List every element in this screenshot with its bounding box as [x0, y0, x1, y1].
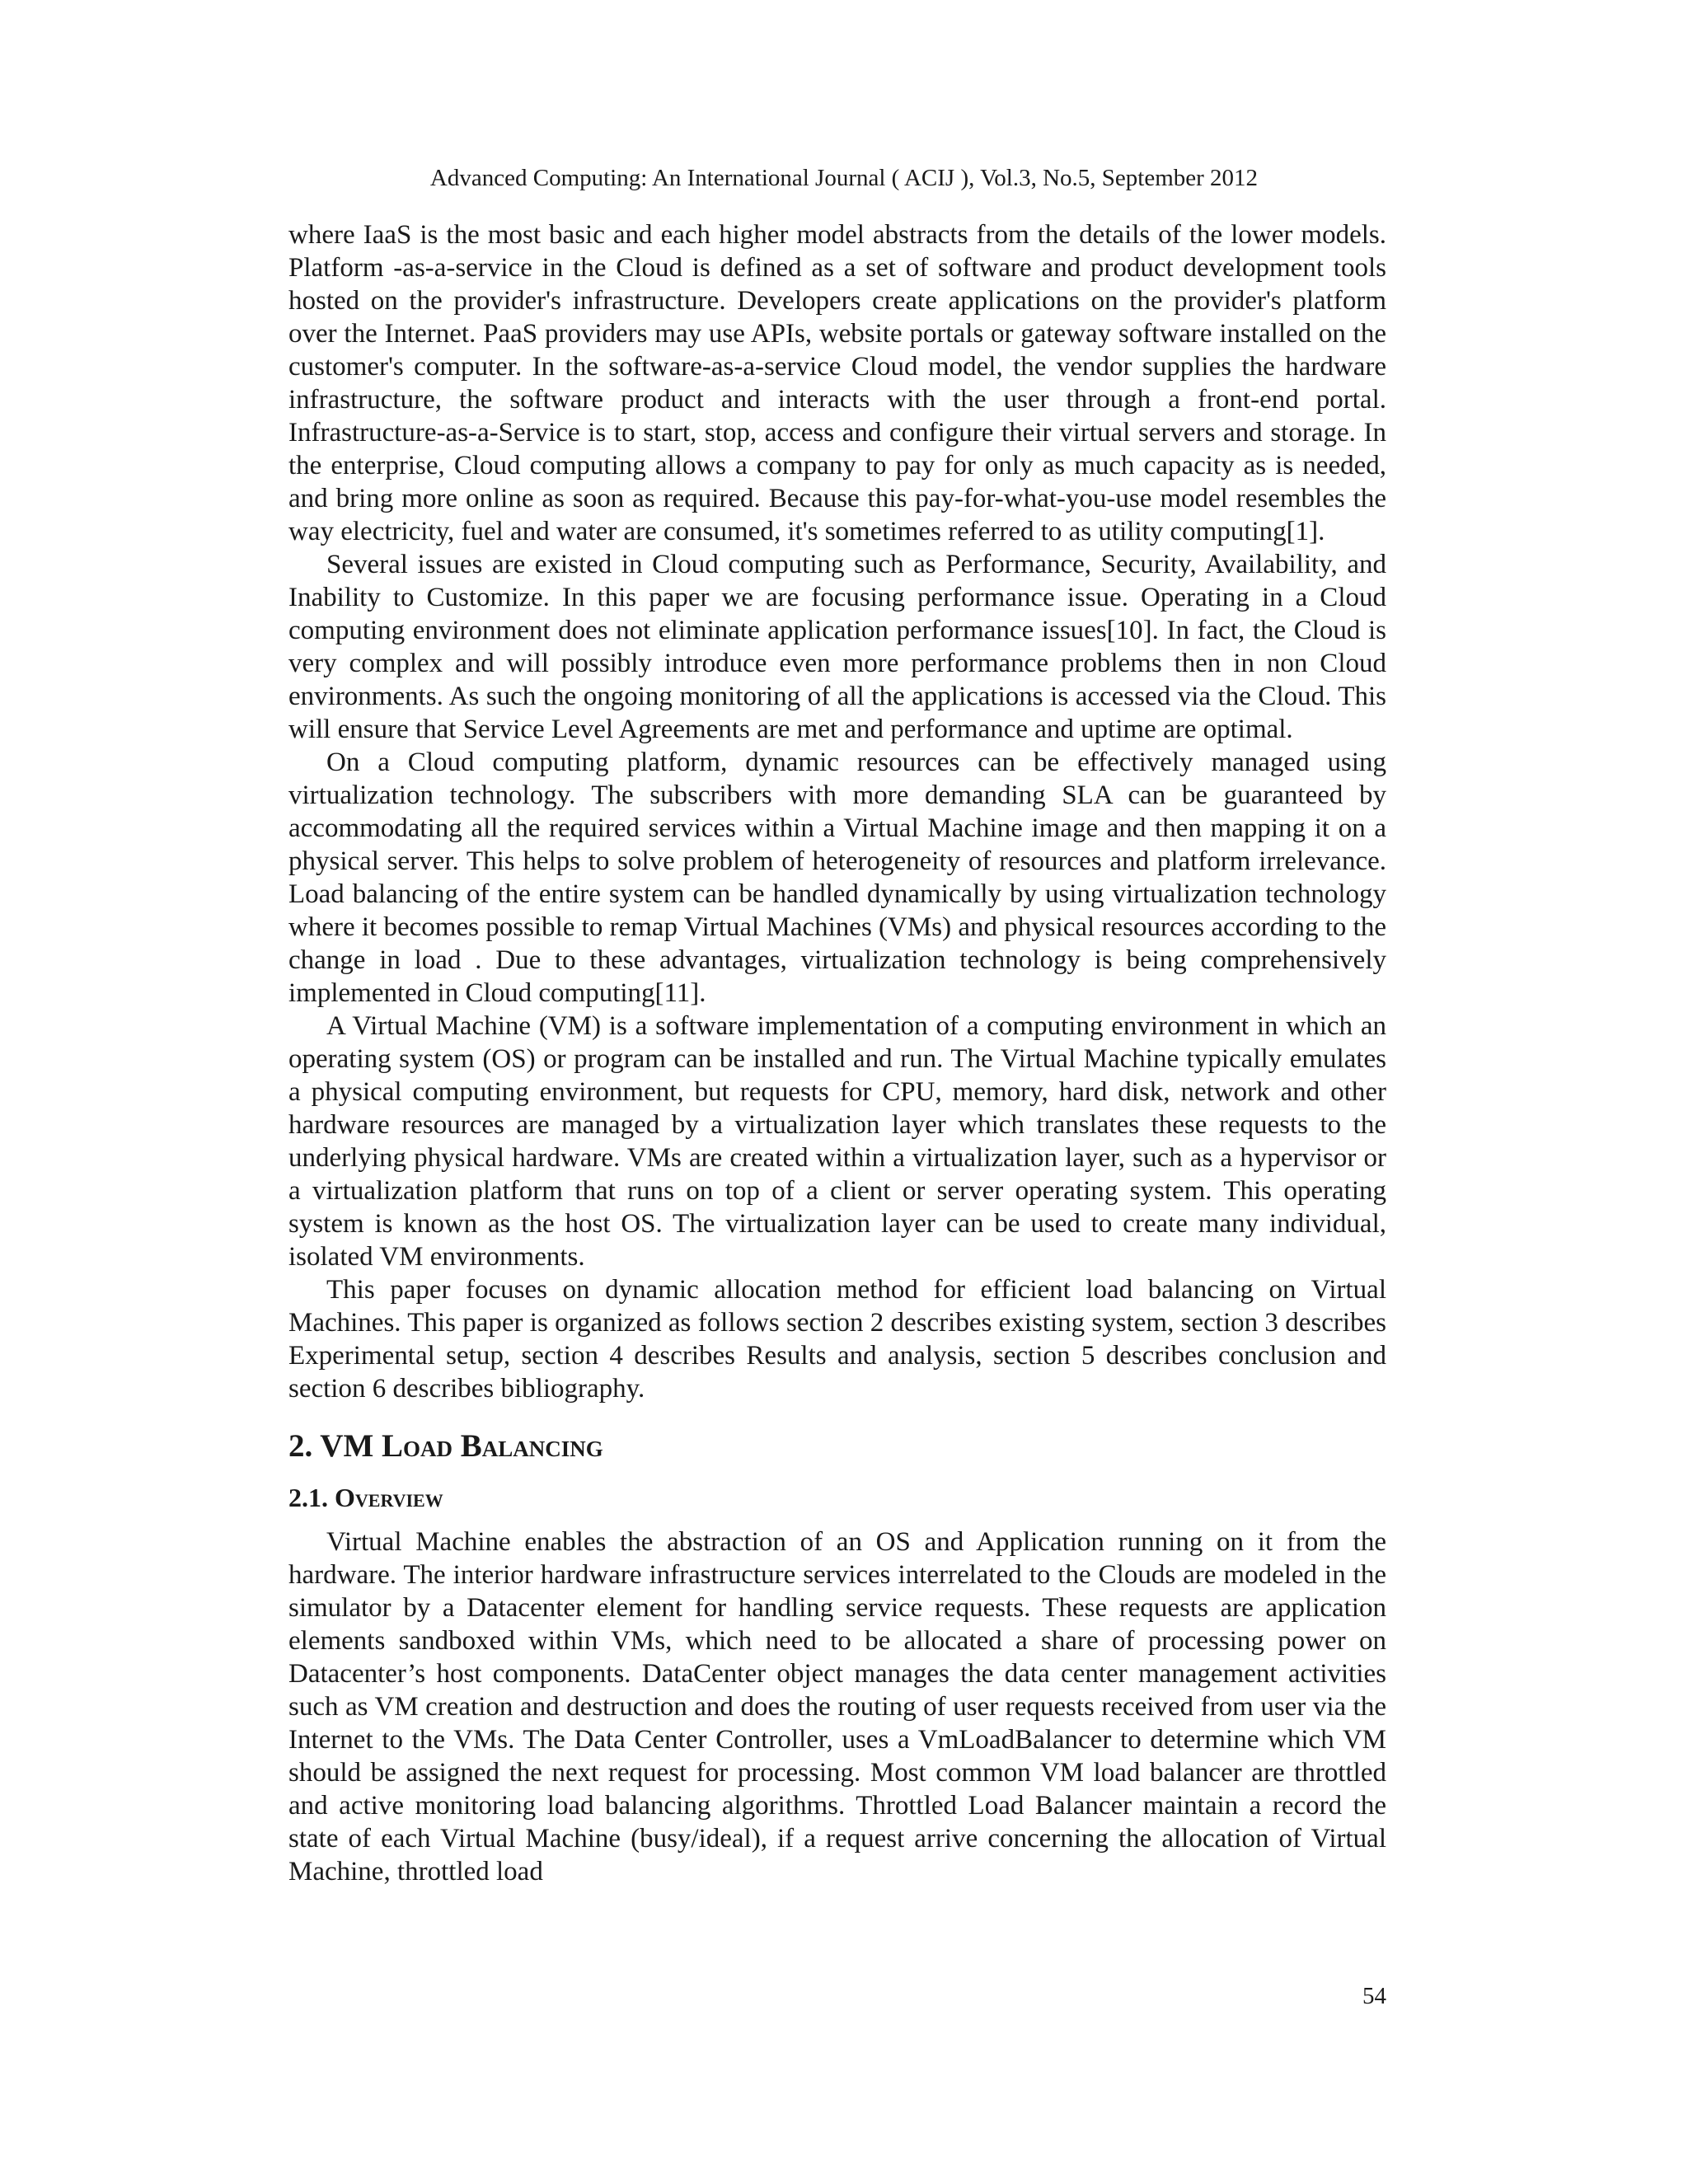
subsection-heading-overview: 2.1. Overview	[288, 1483, 443, 1512]
paragraph-virtual-machine: A Virtual Machine (VM) is a software implementation of a computing environment in which an operating system (OS) or program can be installed and run. The Virtual Machine typically emulates a physical computing environment, but requests for CPU, memory, hard disk, network and other hardware resources are managed by a virtualization layer which translates these requests to the underlying physical hardware. VMs are created within a virtualization layer, such as a hypervisor or a virtualization platform that runs on top of a client or server operating system. This operating system is known as the host OS. The virtualization layer can be used to create many individual, isolated VM environments.	[288, 1011, 1386, 1272]
section-heading-vm-load-balancing: 2. VM Load Balancing	[288, 1428, 603, 1464]
paragraph-paper-organization: This paper focuses on dynamic allocation method for efficient load balancing on Virtual Machines. This paper is organized as follows section 2 describes existing system, section 3 describes Experimental setup, section 4 describes Results and analysis, section 5 describes conclusion and section 6 describes bibliography.	[288, 1275, 1386, 1404]
paragraph-overview: Virtual Machine enables the abstraction of an OS and Application running on it from the hardware. The interior hardware infrastructure services interrelated to the Clouds are modeled in the simulator by a Datacenter element for handling service requests. These requests are application elements sandboxed within VMs, which need to be allocated a share of processing power on Datacenter’s host components. DataCenter object manages the data center management activities such as VM creation and destruction and does the routing of user requests received from user via the Internet to the VMs. The Data Center Controller, uses a VmLoadBalancer to determine which VM should be assigned the next request for processing. Most common VM load balancer are throttled and active monitoring load balancing algorithms. Throttled Load Balancer maintain a record the state of each Virtual Machine (busy/ideal), if a request arrive concerning the allocation of Virtual Machine, throttled load	[288, 1527, 1386, 1886]
body-text	[288, 218, 1386, 1888]
paragraph-cloud-issues: Several issues are existed in Cloud computing such as Performance, Security, Availability, and Inability to Customize. In this paper we are focusing performance issue. Operating in a Cloud computing environment does not eliminate application performance issues[10]. In fact, the Cloud is very complex and will possibly introduce even more performance problems then in non Cloud environments. As such the ongoing monitoring of all the applications is accessed via the Cloud. This will ensure that Service Level Agreements are met and performance and uptime are optimal.	[288, 550, 1386, 744]
running-header: Advanced Computing: An International Journal ( ACIJ ), Vol.3, No.5, September 2012	[429, 165, 1259, 191]
paragraph-virtualization: On a Cloud computing platform, dynamic resources can be effectively managed using virtualization technology. The subscribers with more demanding SLA can be guaranteed by accommodating all the required services within a Virtual Machine image and then mapping it on a physical server. This helps to solve problem of heterogeneity of resources and platform irrelevance. Load balancing of the entire system can be handled dynamically by using virtualization technology where it becomes possible to remap Virtual Machines (VMs) and physical resources according to the change in load . Due to these advantages, virtualization technology is being comprehensively implemented in Cloud computing[11].	[288, 748, 1386, 1008]
page-number: 54	[1362, 1983, 1386, 2009]
paragraph-iaas-models: where IaaS is the most basic and each higher model abstracts from the details of the lower models. Platform -as-a-service in the Cloud is defined as a set of software and product development tools hosted on the provider's infrastructure. Developers create applications on the provider's platform over the Internet. PaaS providers may use APIs, website portals or gateway software installed on the customer's computer. In the software-as-a-service Cloud model, the vendor supplies the hardware infrastructure, the software product and interacts with the user through a front-end portal. Infrastructure-as-a-Service is to start, stop, access and configure their virtual servers and storage. In the enterprise, Cloud computing allows a company to pay for only as much capacity as is needed, and bring more online as soon as required. Because this pay-for-what-you-use model resembles the way electricity, fuel and water are consumed, it's sometimes referred to as utility computing[1].	[288, 220, 1386, 546]
